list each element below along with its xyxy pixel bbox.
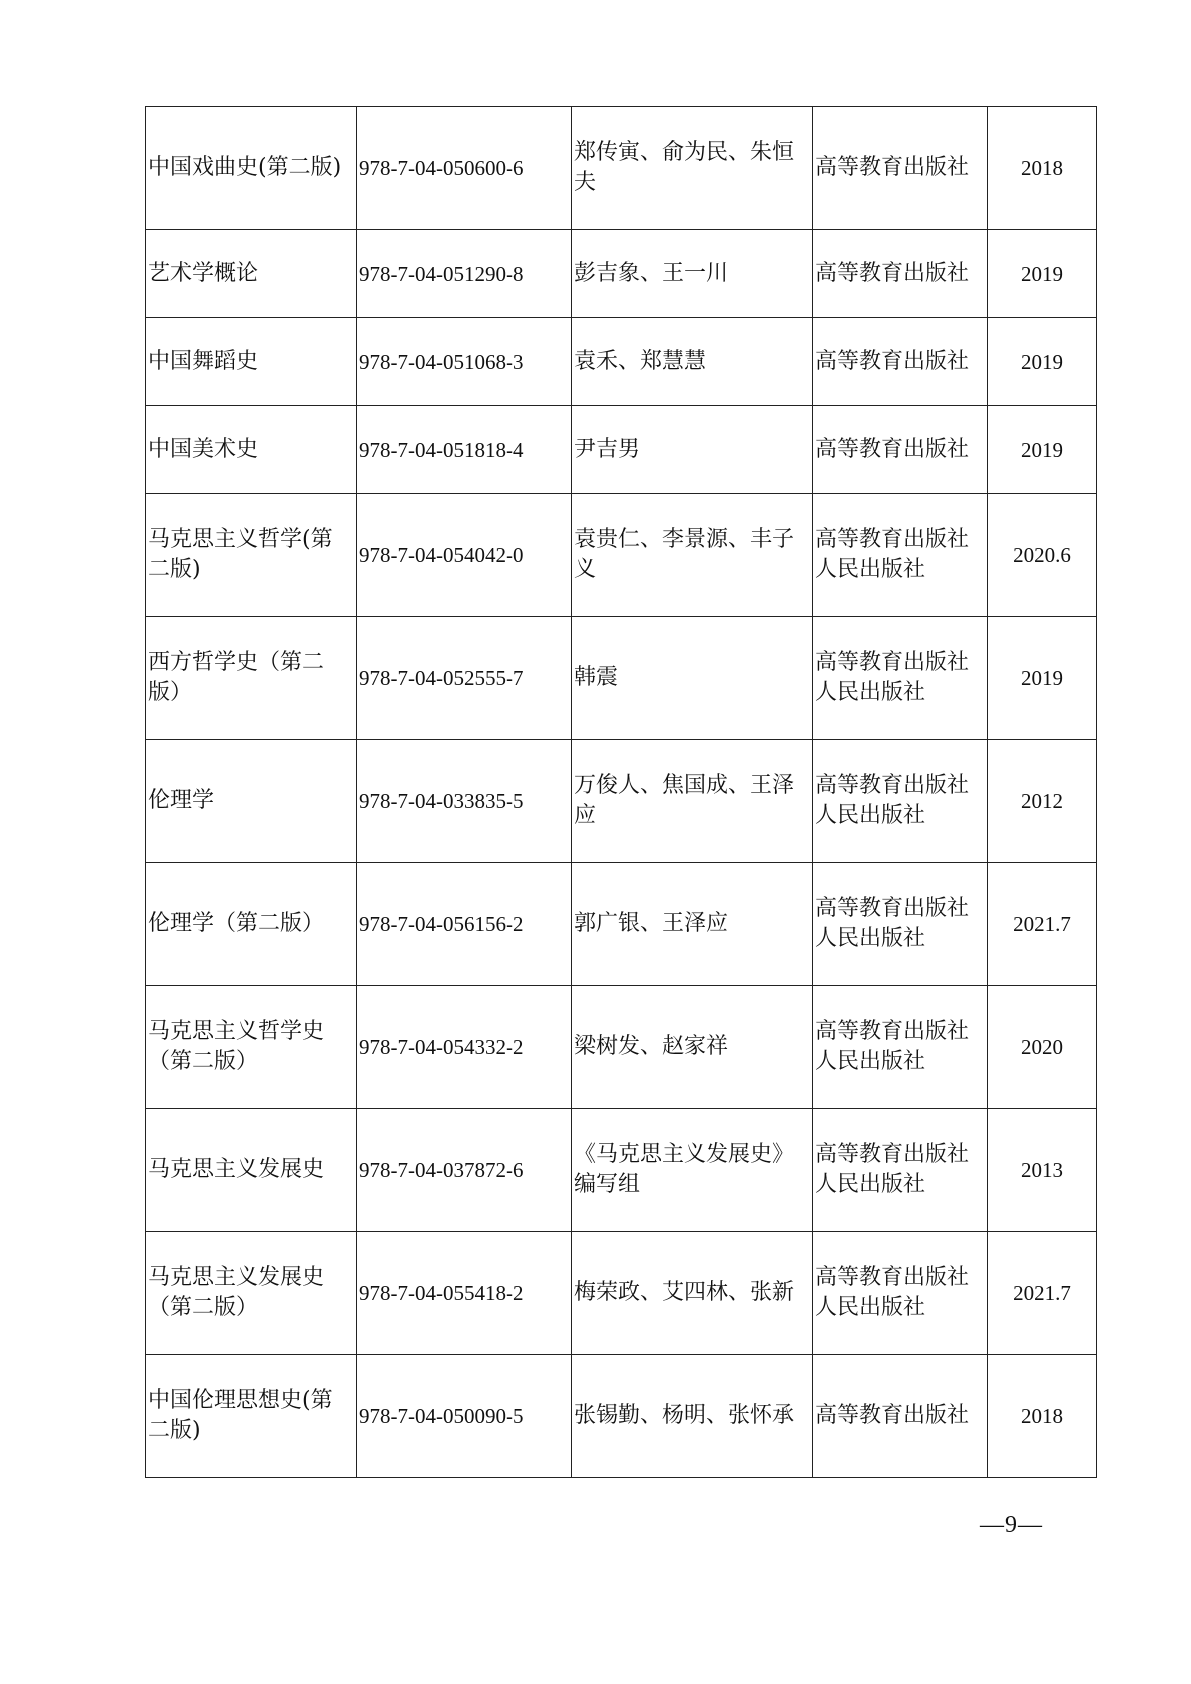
book-title-cell: 中国伦理思想史(第二版) bbox=[146, 1355, 357, 1478]
year-cell: 2013 bbox=[988, 1109, 1097, 1232]
publisher-cell bbox=[813, 863, 988, 986]
publisher-name: 高等教育出版社 bbox=[815, 155, 970, 180]
publisher-cell bbox=[813, 617, 988, 740]
isbn-cell: 978-7-04-033835-5 bbox=[357, 740, 572, 863]
publisher-name: 高等教育出版社 bbox=[815, 1142, 970, 1167]
publisher-name: 人民出版社 bbox=[815, 1295, 926, 1320]
table-row bbox=[146, 230, 1097, 318]
book-title-cell: 马克思主义哲学史（第二版） bbox=[146, 986, 357, 1109]
authors-cell: 袁禾、郑慧慧 bbox=[572, 318, 813, 406]
publisher-name: 高等教育出版社 bbox=[815, 1403, 970, 1428]
table-row bbox=[146, 1355, 1097, 1478]
isbn-cell: 978-7-04-055418-2 bbox=[357, 1232, 572, 1355]
table-row bbox=[146, 318, 1097, 406]
isbn-cell: 978-7-04-037872-6 bbox=[357, 1109, 572, 1232]
isbn-cell: 978-7-04-052555-7 bbox=[357, 617, 572, 740]
publisher-cell bbox=[813, 494, 988, 617]
publisher-name: 高等教育出版社 bbox=[815, 348, 970, 374]
publisher-name: 高等教育出版社 bbox=[815, 527, 970, 552]
isbn-cell: 978-7-04-056156-2 bbox=[357, 863, 572, 986]
table-row bbox=[146, 107, 1097, 230]
book-title-cell: 中国戏曲史(第二版) bbox=[146, 107, 357, 230]
publisher-cell bbox=[813, 107, 988, 230]
table-row bbox=[146, 740, 1097, 863]
year-cell: 2019 bbox=[988, 617, 1097, 740]
publisher-cell bbox=[813, 406, 988, 494]
table-row bbox=[146, 986, 1097, 1109]
table-row bbox=[146, 617, 1097, 740]
publisher-name: 高等教育出版社 bbox=[815, 1265, 970, 1290]
table-body bbox=[146, 107, 1097, 1478]
year-cell: 2019 bbox=[988, 318, 1097, 406]
book-title-cell: 中国美术史 bbox=[146, 406, 357, 494]
isbn-cell: 978-7-04-051290-8 bbox=[357, 230, 572, 318]
authors-cell: 梁树发、赵家祥 bbox=[572, 986, 813, 1109]
year-cell: 2019 bbox=[988, 406, 1097, 494]
publisher-cell bbox=[813, 986, 988, 1109]
publisher-name: 人民出版社 bbox=[815, 680, 926, 705]
publisher-name: 人民出版社 bbox=[815, 926, 926, 951]
publisher-name: 高等教育出版社 bbox=[815, 650, 970, 675]
page-number: —9— bbox=[980, 1512, 1043, 1538]
isbn-cell: 978-7-04-050600-6 bbox=[357, 107, 572, 230]
year-cell: 2018 bbox=[988, 107, 1097, 230]
book-title-cell: 马克思主义哲学(第二版) bbox=[146, 494, 357, 617]
authors-cell: 尹吉男 bbox=[572, 406, 813, 494]
isbn-cell: 978-7-04-050090-5 bbox=[357, 1355, 572, 1478]
book-title-cell: 马克思主义发展史（第二版） bbox=[146, 1232, 357, 1355]
book-title-cell: 艺术学概论 bbox=[146, 230, 357, 318]
table-row bbox=[146, 1109, 1097, 1232]
table-row bbox=[146, 494, 1097, 617]
book-title-cell: 伦理学（第二版） bbox=[146, 863, 357, 986]
publisher-cell bbox=[813, 1109, 988, 1232]
publisher-name: 人民出版社 bbox=[815, 1049, 926, 1074]
authors-cell: 彭吉象、王一川 bbox=[572, 230, 813, 318]
publisher-name: 人民出版社 bbox=[815, 803, 926, 828]
publisher-name: 高等教育出版社 bbox=[815, 1019, 970, 1044]
authors-cell: 梅荣政、艾四林、张新 bbox=[572, 1232, 813, 1355]
isbn-cell: 978-7-04-051818-4 bbox=[357, 406, 572, 494]
authors-cell: 张锡勤、杨明、张怀承 bbox=[572, 1355, 813, 1478]
isbn-cell: 978-7-04-054042-0 bbox=[357, 494, 572, 617]
authors-cell: 郑传寅、俞为民、朱恒夫 bbox=[572, 107, 813, 230]
year-cell: 2020 bbox=[988, 986, 1097, 1109]
publisher-name: 人民出版社 bbox=[815, 1172, 926, 1197]
book-title-cell: 西方哲学史（第二版） bbox=[146, 617, 357, 740]
year-cell: 2021.7 bbox=[988, 863, 1097, 986]
book-title-cell: 中国舞蹈史 bbox=[146, 318, 357, 406]
table-row bbox=[146, 406, 1097, 494]
authors-cell: 《马克思主义发展史》编写组 bbox=[572, 1109, 813, 1232]
publisher-cell bbox=[813, 1232, 988, 1355]
publisher-cell bbox=[813, 230, 988, 318]
book-table bbox=[145, 106, 1097, 1478]
publisher-cell bbox=[813, 318, 988, 406]
year-cell: 2019 bbox=[988, 230, 1097, 318]
publisher-name: 高等教育出版社 bbox=[815, 896, 970, 921]
authors-cell: 袁贵仁、李景源、丰子义 bbox=[572, 494, 813, 617]
publisher-name: 高等教育出版社 bbox=[815, 260, 970, 286]
book-title-cell: 伦理学 bbox=[146, 740, 357, 863]
isbn-cell: 978-7-04-054332-2 bbox=[357, 986, 572, 1109]
isbn-cell: 978-7-04-051068-3 bbox=[357, 318, 572, 406]
table-row bbox=[146, 1232, 1097, 1355]
publisher-cell bbox=[813, 1355, 988, 1478]
publisher-name: 高等教育出版社 bbox=[815, 436, 970, 462]
publisher-name: 高等教育出版社 bbox=[815, 773, 970, 798]
publisher-name: 人民出版社 bbox=[815, 557, 926, 582]
authors-cell: 韩震 bbox=[572, 617, 813, 740]
year-cell: 2021.7 bbox=[988, 1232, 1097, 1355]
year-cell: 2018 bbox=[988, 1355, 1097, 1478]
authors-cell: 万俊人、焦国成、王泽应 bbox=[572, 740, 813, 863]
year-cell: 2020.6 bbox=[988, 494, 1097, 617]
book-title-cell: 马克思主义发展史 bbox=[146, 1109, 357, 1232]
publisher-cell bbox=[813, 740, 988, 863]
authors-cell: 郭广银、王泽应 bbox=[572, 863, 813, 986]
table-row bbox=[146, 863, 1097, 986]
year-cell: 2012 bbox=[988, 740, 1097, 863]
